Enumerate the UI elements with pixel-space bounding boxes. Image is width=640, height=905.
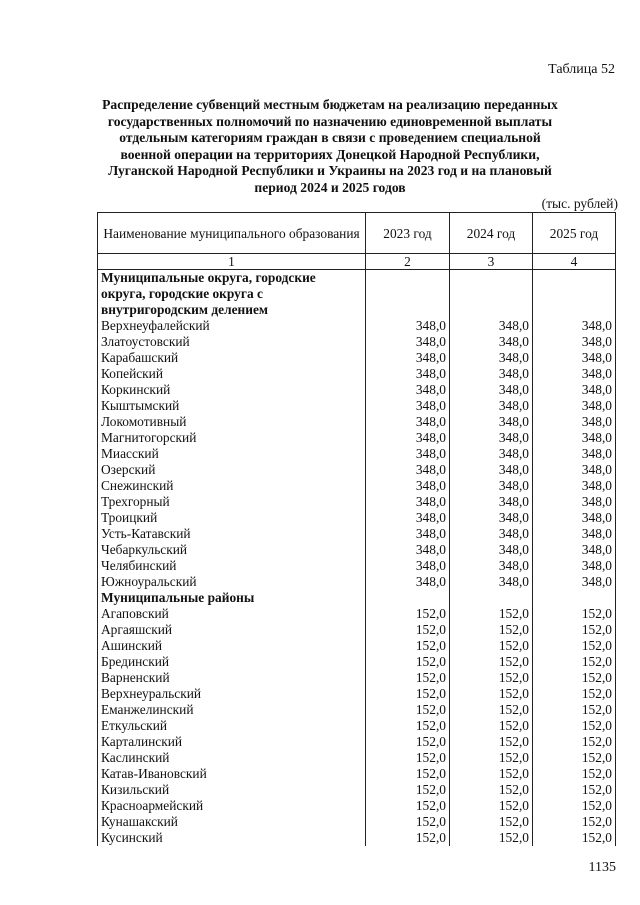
table-row xyxy=(98,318,616,334)
value-2024: 348,0 xyxy=(450,558,533,574)
value-2025: 348,0 xyxy=(533,462,616,478)
column-number: 1 xyxy=(98,254,366,270)
value-2024: 152,0 xyxy=(450,814,533,830)
table-body xyxy=(98,270,616,847)
table-row xyxy=(98,670,616,686)
table-row xyxy=(98,606,616,622)
table-row xyxy=(98,478,616,494)
table-row xyxy=(98,798,616,814)
municipality-name: Еткульский xyxy=(98,718,366,734)
empty-cell xyxy=(533,270,616,319)
header-2025: 2025 год xyxy=(533,213,616,254)
municipality-name: Ашинский xyxy=(98,638,366,654)
value-2024: 348,0 xyxy=(450,542,533,558)
value-2023: 152,0 xyxy=(366,686,450,702)
table-row xyxy=(98,718,616,734)
municipality-name: Кизильский xyxy=(98,782,366,798)
section-header-row xyxy=(98,270,616,319)
value-2024: 152,0 xyxy=(450,750,533,766)
value-2023: 348,0 xyxy=(366,334,450,350)
municipality-name: Усть-Катавский xyxy=(98,526,366,542)
value-2023: 348,0 xyxy=(366,510,450,526)
table-row xyxy=(98,350,616,366)
value-2023: 348,0 xyxy=(366,382,450,398)
municipality-name: Каслинский xyxy=(98,750,366,766)
value-2025: 152,0 xyxy=(533,734,616,750)
table-row xyxy=(98,526,616,542)
value-2024: 152,0 xyxy=(450,734,533,750)
table-header-row xyxy=(98,213,616,254)
value-2025: 348,0 xyxy=(533,510,616,526)
value-2024: 348,0 xyxy=(450,526,533,542)
table-row xyxy=(98,814,616,830)
value-2025: 348,0 xyxy=(533,478,616,494)
value-2024: 152,0 xyxy=(450,782,533,798)
value-2023: 152,0 xyxy=(366,798,450,814)
municipality-name: Катав-Ивановский xyxy=(98,766,366,782)
value-2025: 152,0 xyxy=(533,638,616,654)
table-row xyxy=(98,782,616,798)
value-2024: 348,0 xyxy=(450,318,533,334)
value-2024: 348,0 xyxy=(450,398,533,414)
value-2023: 348,0 xyxy=(366,494,450,510)
value-2025: 348,0 xyxy=(533,350,616,366)
municipality-name: Трехгорный xyxy=(98,494,366,510)
municipality-name: Еманжелинский xyxy=(98,702,366,718)
value-2023: 348,0 xyxy=(366,478,450,494)
column-number: 3 xyxy=(450,254,533,270)
value-2023: 152,0 xyxy=(366,638,450,654)
value-2023: 348,0 xyxy=(366,542,450,558)
value-2023: 348,0 xyxy=(366,430,450,446)
value-2024: 348,0 xyxy=(450,350,533,366)
value-2023: 348,0 xyxy=(366,398,450,414)
value-2025: 152,0 xyxy=(533,686,616,702)
municipality-name: Верхнеуфалейский xyxy=(98,318,366,334)
value-2023: 348,0 xyxy=(366,366,450,382)
value-2024: 152,0 xyxy=(450,718,533,734)
value-2025: 348,0 xyxy=(533,494,616,510)
municipality-name: Кунашакский xyxy=(98,814,366,830)
value-2024: 348,0 xyxy=(450,494,533,510)
value-2023: 152,0 xyxy=(366,702,450,718)
value-2023: 348,0 xyxy=(366,446,450,462)
value-2024: 152,0 xyxy=(450,606,533,622)
header-2024: 2024 год xyxy=(450,213,533,254)
value-2023: 348,0 xyxy=(366,526,450,542)
value-2025: 152,0 xyxy=(533,750,616,766)
municipality-name: Кусинский xyxy=(98,830,366,846)
section-title: Муниципальные округа, городские округа, городские округа с внутригородским делением xyxy=(98,270,366,319)
page-number: 1135 xyxy=(588,860,616,875)
table-row xyxy=(98,766,616,782)
municipality-name: Верхнеуральский xyxy=(98,686,366,702)
value-2025: 348,0 xyxy=(533,398,616,414)
municipality-name: Карталинский xyxy=(98,734,366,750)
municipality-name: Магнитогорский xyxy=(98,430,366,446)
value-2023: 152,0 xyxy=(366,766,450,782)
value-2025: 152,0 xyxy=(533,814,616,830)
value-2024: 348,0 xyxy=(450,462,533,478)
value-2025: 348,0 xyxy=(533,542,616,558)
value-2025: 348,0 xyxy=(533,414,616,430)
table-row xyxy=(98,414,616,430)
value-2023: 152,0 xyxy=(366,750,450,766)
table-row xyxy=(98,494,616,510)
value-2025: 348,0 xyxy=(533,558,616,574)
value-2025: 348,0 xyxy=(533,366,616,382)
value-2025: 152,0 xyxy=(533,622,616,638)
value-2025: 348,0 xyxy=(533,318,616,334)
value-2025: 348,0 xyxy=(533,446,616,462)
value-2024: 152,0 xyxy=(450,686,533,702)
table-row xyxy=(98,398,616,414)
units-note: (тыс. рублей) xyxy=(541,196,618,211)
municipality-name: Озерский xyxy=(98,462,366,478)
value-2025: 152,0 xyxy=(533,766,616,782)
value-2023: 152,0 xyxy=(366,654,450,670)
header-2023: 2023 год xyxy=(366,213,450,254)
table-row xyxy=(98,430,616,446)
subsidy-table xyxy=(97,212,616,846)
value-2025: 152,0 xyxy=(533,670,616,686)
municipality-name: Челябинский xyxy=(98,558,366,574)
value-2024: 152,0 xyxy=(450,766,533,782)
value-2023: 348,0 xyxy=(366,350,450,366)
table-row xyxy=(98,638,616,654)
empty-cell xyxy=(450,590,533,606)
empty-cell xyxy=(366,270,450,319)
value-2024: 348,0 xyxy=(450,382,533,398)
value-2025: 152,0 xyxy=(533,798,616,814)
empty-cell xyxy=(533,590,616,606)
value-2024: 152,0 xyxy=(450,622,533,638)
value-2025: 152,0 xyxy=(533,782,616,798)
column-number: 2 xyxy=(366,254,450,270)
value-2025: 348,0 xyxy=(533,334,616,350)
value-2023: 152,0 xyxy=(366,830,450,846)
value-2024: 152,0 xyxy=(450,798,533,814)
table-row xyxy=(98,334,616,350)
table-row xyxy=(98,382,616,398)
municipality-name: Агаповский xyxy=(98,606,366,622)
value-2024: 348,0 xyxy=(450,478,533,494)
value-2025: 348,0 xyxy=(533,382,616,398)
value-2025: 152,0 xyxy=(533,830,616,846)
table-row xyxy=(98,446,616,462)
municipality-name: Троицкий xyxy=(98,510,366,526)
document-title: Распределение субвенций местным бюджетам на реализацию переданных государственных полномочий по назначению единовременной выплаты отдельным категориям граждан в связи с проведением специальной военной операции на территориях Донецкой Народной Республики, Луганской Народной Республики и Украины на 2023 год и на плановый период 2024 и 2025 годов xyxy=(102,97,558,195)
value-2025: 348,0 xyxy=(533,574,616,590)
value-2023: 152,0 xyxy=(366,734,450,750)
value-2024: 348,0 xyxy=(450,510,533,526)
value-2024: 348,0 xyxy=(450,446,533,462)
municipality-name: Варненский xyxy=(98,670,366,686)
table-row xyxy=(98,750,616,766)
table-row xyxy=(98,702,616,718)
table-row xyxy=(98,542,616,558)
value-2024: 152,0 xyxy=(450,702,533,718)
empty-cell xyxy=(366,590,450,606)
value-2025: 152,0 xyxy=(533,654,616,670)
section-header-row xyxy=(98,590,616,606)
value-2024: 348,0 xyxy=(450,414,533,430)
municipality-name: Златоустовский xyxy=(98,334,366,350)
municipality-name: Брединский xyxy=(98,654,366,670)
table-row xyxy=(98,462,616,478)
value-2025: 348,0 xyxy=(533,526,616,542)
value-2024: 152,0 xyxy=(450,830,533,846)
value-2023: 348,0 xyxy=(366,558,450,574)
table-row xyxy=(98,574,616,590)
table-number: Таблица 52 xyxy=(548,62,615,77)
value-2023: 152,0 xyxy=(366,622,450,638)
value-2023: 348,0 xyxy=(366,318,450,334)
value-2025: 152,0 xyxy=(533,702,616,718)
header-name: Наименование муниципального образования xyxy=(98,213,366,254)
municipality-name: Снежинский xyxy=(98,478,366,494)
value-2024: 348,0 xyxy=(450,366,533,382)
column-number-row xyxy=(98,254,616,270)
value-2023: 152,0 xyxy=(366,718,450,734)
table-row xyxy=(98,734,616,750)
value-2024: 348,0 xyxy=(450,334,533,350)
value-2024: 152,0 xyxy=(450,654,533,670)
municipality-name: Миасский xyxy=(98,446,366,462)
municipality-name: Карабашский xyxy=(98,350,366,366)
municipality-name: Аргаяшский xyxy=(98,622,366,638)
value-2024: 152,0 xyxy=(450,670,533,686)
municipality-name: Копейский xyxy=(98,366,366,382)
value-2025: 152,0 xyxy=(533,606,616,622)
table-row xyxy=(98,654,616,670)
table-row xyxy=(98,686,616,702)
municipality-name: Южноуральский xyxy=(98,574,366,590)
value-2023: 348,0 xyxy=(366,574,450,590)
value-2023: 152,0 xyxy=(366,670,450,686)
value-2023: 152,0 xyxy=(366,782,450,798)
municipality-name: Кыштымский xyxy=(98,398,366,414)
value-2023: 152,0 xyxy=(366,606,450,622)
table-row xyxy=(98,830,616,846)
section-title: Муниципальные районы xyxy=(98,590,366,606)
value-2023: 348,0 xyxy=(366,414,450,430)
municipality-name: Красноармейский xyxy=(98,798,366,814)
municipality-name: Коркинский xyxy=(98,382,366,398)
table-row xyxy=(98,366,616,382)
municipality-name: Локомотивный xyxy=(98,414,366,430)
value-2023: 152,0 xyxy=(366,814,450,830)
municipality-name: Чебаркульский xyxy=(98,542,366,558)
table-row xyxy=(98,622,616,638)
value-2024: 152,0 xyxy=(450,638,533,654)
value-2024: 348,0 xyxy=(450,574,533,590)
value-2025: 348,0 xyxy=(533,430,616,446)
empty-cell xyxy=(450,270,533,319)
value-2023: 348,0 xyxy=(366,462,450,478)
table-row xyxy=(98,558,616,574)
value-2025: 152,0 xyxy=(533,718,616,734)
table-row xyxy=(98,510,616,526)
value-2024: 348,0 xyxy=(450,430,533,446)
column-number: 4 xyxy=(533,254,616,270)
